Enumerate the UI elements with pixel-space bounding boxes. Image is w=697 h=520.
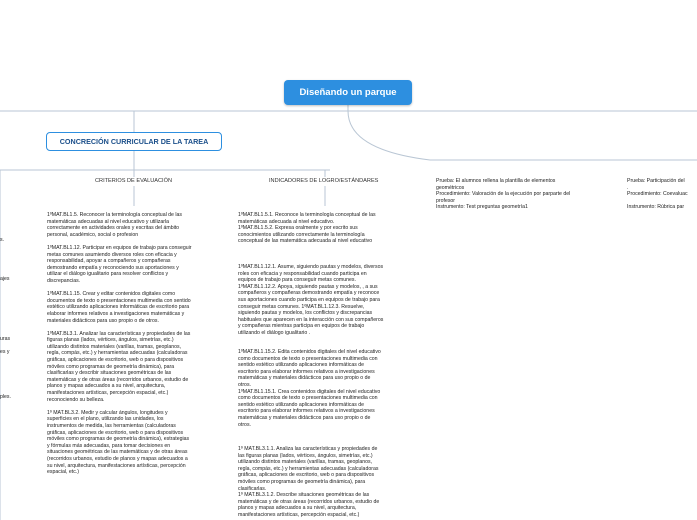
indicador-block-2[interactable]: 1ºMAT.BL1.12.1. Asume, siguiendo pautas y modelos, diversos roles con eficacia y responsabilidad cuando participa en equipos de trabajo para conseguir metas comunes. 1ºMAT.BL1.12.2. Apoya, siguiendo pautas y modelos, , a sus compañeros y compañeras demostrando empatía y reconoce sus aportaciones cuando participa en equipos de trabajo para conseguir metas comunes. 1ºMAT.BL1.12.3. Resuelve, siguiendo pautas y modelos, los conflictos y discrepancias habituales que aparecen en la interacción con sus compañeros y compañeras mientras participa en equipos de trabajo utilizando el diálogo igualitario .	[238, 264, 384, 336]
indicador-block-1[interactable]: 1ºMAT.BL1.5.1. Reconoce la terminología conceptual de las matemáticas adecuada al nivel educativo. 1ºMAT.BL1.5.2. Expresa oralmente y por escrito sus conocimientos utilizando correctamente la terminología conceptual de las matemática adecuada al nivel educativo	[238, 212, 376, 245]
column-header-criterios[interactable]: CRITERIOS DE EVALUACIÓN	[95, 178, 172, 184]
indicador-block-3[interactable]: 1ºMAT.BL1.15.2. Edita contenidos digitales del nivel educativo como documentos de texto o presentaciones multimedia con sentido estético utilizando aplicaciones informáticas de escritorio para elaborar informes relativos a investigaciones matemáticas y materiales didácticos para uso propio o de otros. 1ºMAT.BL1.15.1. Crea contenidos digitales del nivel educativo como documentos de texto o presentaciones multimedia con sentido estético utilizando aplicaciones informáticas de escritorio para elaborar informes relativos a investigaciones matemáticas y materiales didácticos para uso propio o de otros.	[238, 349, 381, 428]
criterios-text[interactable]: 1ºMAT.BL1.5. Reconocer la terminología conceptual de las matemáticas adecuadas al nivel educativo y utilizarla correctamente en actividades orales y escritas del ámbito personal, académico, social o profesion 1ºMAT.BL1.12. Participar en equipos de trabajo para conseguir metas comunes asumiendo diversos roles con eficacia y responsabilidad, apoyar a compañeros y compañeras demostrando empatía y reconociendo sus aportaciones y utilizar el diálogo igualitario para resolver conflictos y discrepancias. 1ºMAT.BL1.15. Crear y editar contenidos digitales como documentos de texto o presentaciones multimedia con sentido estético utilizando aplicaciones informáticas de escritorio para elaborar informes relativos a investigaciones matemáticas y materiales didácticos para uso propio o de otros. 1ºMAT.BL3.1. Analizar las características y propiedades de las figuras planas (lados, vértices, ángulos, simetrías, etc.) utilizando distintos materiales (varillas, tramas, geoplanos, regla, compás, etc.) y herramientas adecuadas (calculadoras gráficas, aplicaciones de escritorio, web o para dispositivos móviles como programas de geometría dinámica), para clasificarlas y describir situaciones geométricas de las matemáticas y de otras áreas (recorridos urbanos, estudio de planos y mapas adecuados a su nivel, arquitectura, manifestaciones artísticas, percepción espacial, etc.) reconociendo su belleza. 1º MAT.BL3.2. Medir y calcular ángulos, longitudes y superficies en el plano, utilizando las unidades, los instrumentos de medida, las herramientas (calculadoras gráficas, aplicaciones de escritorio, web o para dispositivos móviles como programas de geometría dinámica), estrategias y fórmulas más adecuadas, para tomar decisiones en situaciones geométricas de las matemáticas y de otras áreas (recorridos urbanos, estudio de planos y mapas adecuados a su nivel, arquitectura, manifestaciones artísticas, percepción espacial, etc.)	[47, 212, 192, 476]
main-topic-concrecion[interactable]	[46, 132, 222, 151]
evaluacion-block-1[interactable]: Prueba: El alumnos rellena la plantilla de elementos geométricos Procedimiento: Valoración de la ejecución por parparte del profesor Instrumento: Test preguntas geometría1	[436, 178, 571, 211]
clipped-text-2: ajes	[0, 276, 10, 282]
central-topic[interactable]	[284, 80, 412, 105]
main-topic-label: CONCRECIÓN CURRICULAR DE LA TAREA	[59, 137, 209, 146]
clipped-text-3: uras	[0, 336, 11, 342]
central-topic-label: Diseñando un parque	[299, 87, 397, 98]
connector-eval	[348, 111, 697, 160]
column-header-indicadores[interactable]: INDICADORES DE LOGRO/ESTÁNDARES	[269, 178, 379, 184]
evaluacion-block-2[interactable]: Prueba: Participación del . Procedimiento: Coevaluac Instrumento: Rúbrica par	[627, 178, 688, 211]
clipped-text-1: s.	[0, 237, 5, 243]
indicador-block-4[interactable]: 1º MAT.BL3.1.1. Analiza las características y propiedades de las figuras planas (lados, vértices, ángulos, simetrías, etc.) utilizando distintos materiales (varillas, tramas, geoplanos, regla, compás, etc.) y herramientas adecuadas (calculadoras gráficas, aplicaciones de escritorio, web o para dispositivos móviles como programas de geometría dinámica), para clasificarlas. 1º MAT.BL3.1.2. Describe situaciones geométricas de las matemáticas y de otras áreas (recorridos urbanos, estudio de planos y mapas adecuados a su nivel, arquitectura, manifestaciones artísticas, percepción espacial, etc.)	[238, 446, 380, 518]
clipped-text-4: es y	[0, 349, 10, 355]
clipped-text-5: ples.	[0, 394, 11, 400]
